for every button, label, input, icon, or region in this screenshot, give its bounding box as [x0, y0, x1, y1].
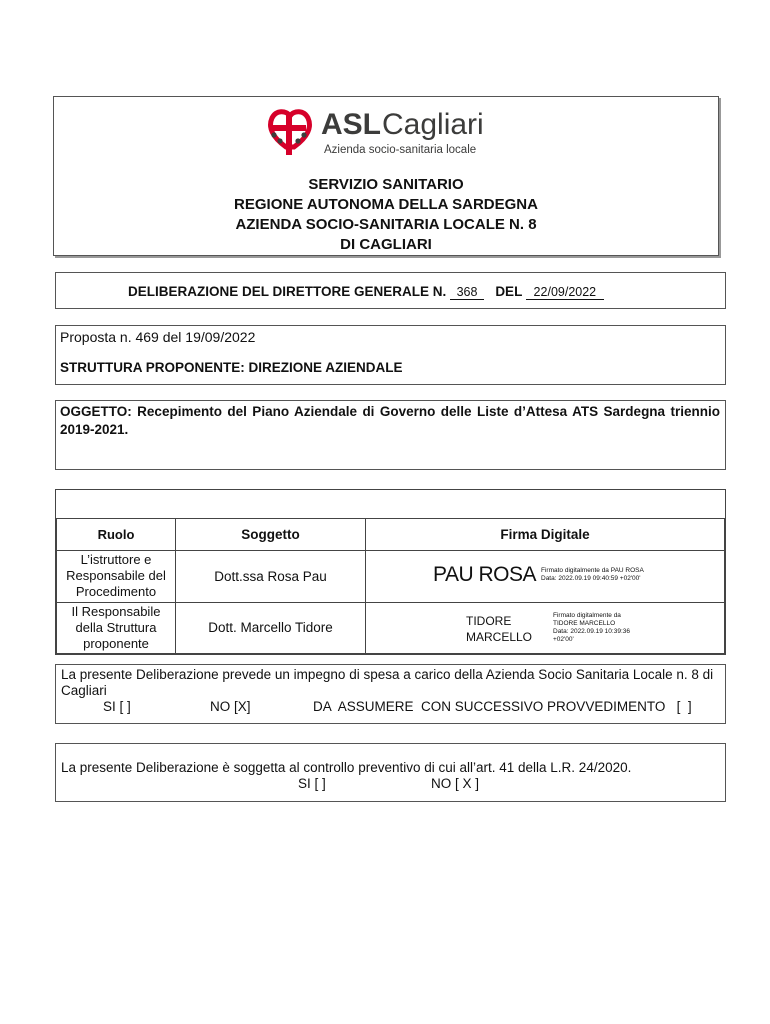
ruolo-cell: Il Responsabile della Struttura proponente: [57, 602, 176, 654]
oggetto-box: [55, 400, 726, 470]
signature-name: PAU ROSA: [433, 563, 536, 587]
signature-line-2: Data: 2022.09.19 09:40:59 +02'00': [541, 575, 641, 583]
proposta-text: Proposta n. 469 del 19/09/2022: [60, 329, 256, 345]
soggetto-cell: Dott. Marcello Tidore: [176, 602, 366, 654]
spesa-box: [55, 664, 726, 724]
signature-line-1: Firmato digitalmente da: [553, 611, 621, 619]
firma-cell: [366, 602, 725, 654]
signature-table: [56, 518, 725, 654]
proposta-box: [55, 325, 726, 385]
table-row: [57, 551, 725, 603]
spesa-text: La presente Deliberazione prevede un impegno di spesa a carico della Azienda Socio Sanitaria Locale n. 8 di Cagliari: [61, 667, 714, 698]
header-line-1: SERVIZIO SANITARIO: [308, 176, 464, 193]
controllo-box: [55, 743, 726, 802]
header-soggetto: Soggetto: [176, 519, 366, 551]
header-line-2: REGIONE AUTONOMA DELLA SARDEGNA: [234, 196, 538, 213]
controllo-si: SI [ ]: [298, 776, 326, 791]
digital-signature-pau: [366, 552, 724, 600]
signature-name: [466, 613, 532, 645]
oggetto-text: OGGETTO: Recepimento del Piano Aziendale di Governo delle Liste d’Attesa ATS Sardegna triennio 2019-2021.: [60, 404, 720, 437]
spesa-no: NO [X]: [210, 699, 251, 714]
signature-table-header: [57, 519, 725, 551]
asl-cagliari-logo: [264, 101, 514, 157]
header-line-3: AZIENDA SOCIO-SANITARIA LOCALE N. 8: [235, 216, 537, 233]
signature-details: [553, 612, 630, 644]
controllo-text: La presente Deliberazione è soggetta al controllo preventivo di cui all’art. 41 della L.R. 24/2020.: [61, 760, 632, 775]
spesa-da-assumere: DA ASSUMERE CON SUCCESSIVO PROVVEDIMENTO [ ]: [313, 699, 692, 714]
signature-line-3: Data: 2022.09.19 10:39:36: [553, 627, 630, 635]
delibera-day: 22: [533, 285, 548, 299]
signature-section: [55, 489, 726, 655]
header-ruolo: Ruolo: [57, 519, 176, 551]
table-row: [57, 602, 725, 654]
signature-name-line-1: TIDORE: [466, 613, 512, 628]
signature-details: [541, 567, 644, 583]
ruolo-cell: L’istruttore e Responsabile del Procedimento: [57, 551, 176, 603]
digital-signature-tidore: [366, 604, 724, 652]
soggetto-cell: Dott.ssa Rosa Pau: [176, 551, 366, 603]
header-firma: Firma Digitale: [366, 519, 725, 551]
document-header: [53, 96, 719, 256]
delibera-month: 09: [550, 285, 565, 299]
header-title-block: [54, 175, 718, 255]
logo-text-asl: ASL: [321, 108, 381, 141]
controllo-no: NO [ X ]: [431, 776, 480, 791]
struttura-proponente: STRUTTURA PROPONENTE: DIREZIONE AZIENDALE: [60, 360, 403, 375]
asl-logo-mark: [264, 101, 514, 157]
logo-text-cagliari: Cagliari: [382, 108, 484, 141]
firma-cell: [366, 551, 725, 603]
delibera-del-label: DEL: [495, 284, 523, 299]
signature-line-2: TIDORE MARCELLO: [553, 619, 616, 627]
delibera-number: 368: [450, 285, 484, 300]
header-line-4: DI CAGLIARI: [340, 236, 432, 253]
delibera-title-box: [55, 272, 726, 309]
delibera-date: 22/09/2022: [526, 285, 604, 300]
signature-line-1: Firmato digitalmente da PAU ROSA: [541, 567, 644, 575]
logo-subtitle: Azienda socio-sanitaria locale: [324, 144, 477, 156]
delibera-prefix: DELIBERAZIONE DEL DIRETTORE GENERALE N.: [128, 284, 447, 299]
signature-name-line-2: MARCELLO: [466, 629, 533, 644]
delibera-year: 2022: [568, 285, 597, 299]
signature-line-4: +02'00': [553, 635, 574, 643]
spesa-si: SI [ ]: [103, 699, 131, 714]
delibera-title: [128, 284, 604, 300]
